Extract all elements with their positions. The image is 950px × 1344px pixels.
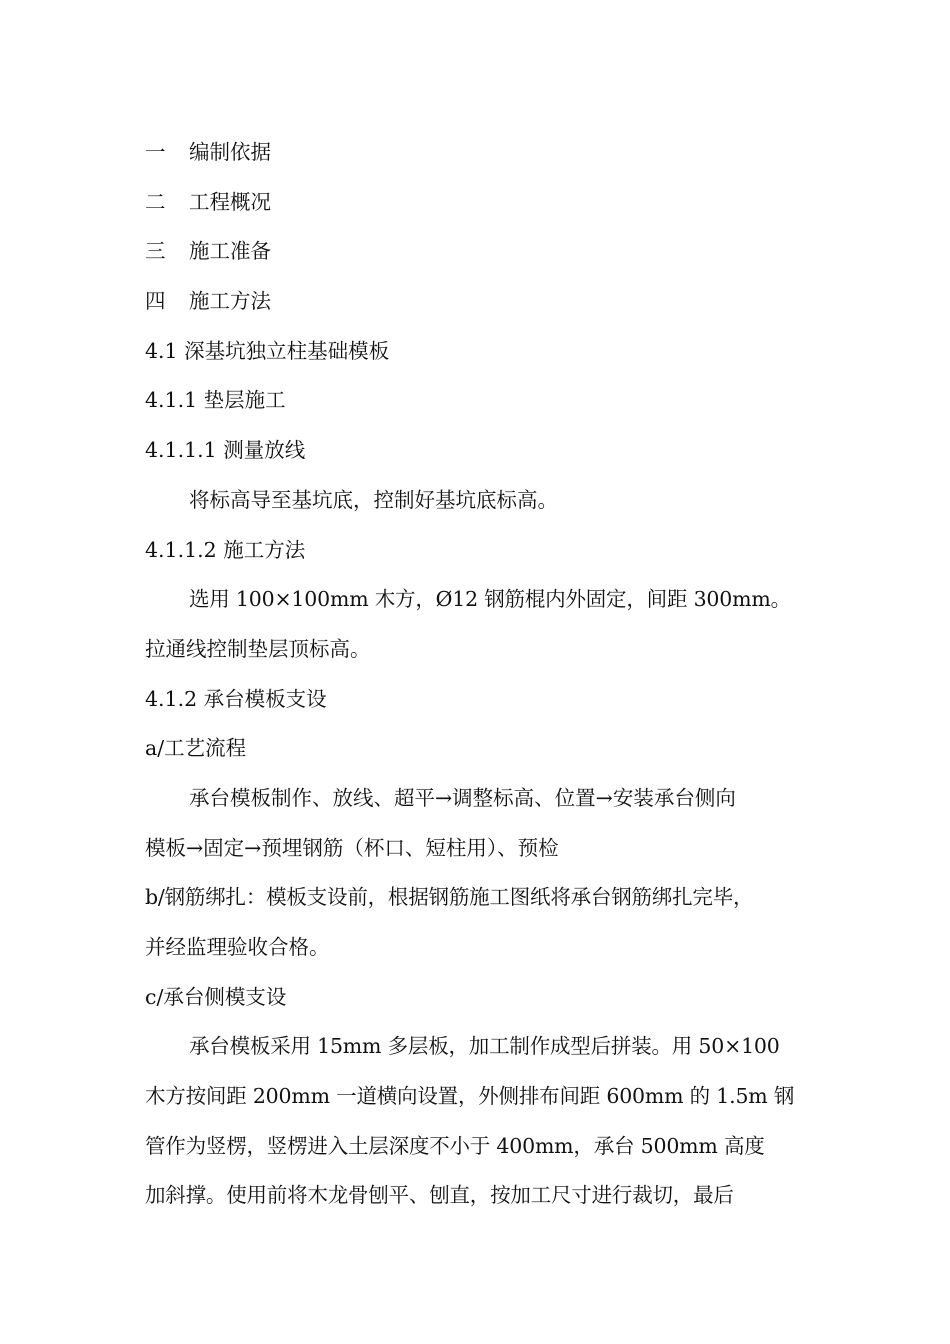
paragraph-line: 将标高导至基坑底，控制好基坑底标高。 xyxy=(189,487,558,512)
toc-item-1 xyxy=(145,128,825,178)
section-heading: 4.1 深基坑独立柱基础模板 xyxy=(145,338,390,363)
toc-text: 施工准备 xyxy=(189,239,271,264)
item-heading: c/承台侧模支设 xyxy=(145,984,287,1009)
toc-marker: 三 xyxy=(145,239,166,264)
toc-text: 施工方法 xyxy=(189,289,271,314)
paragraph-line: 模板→固定→预埋钢筋（杯口、短柱用）、预检 xyxy=(145,835,559,860)
subsubsection-heading: 4.1.1.2 施工方法 xyxy=(145,537,306,562)
paragraph-line: 木方按间距 200mm 一道横向设置，外侧排布间距 600mm 的 1.5m 钢 xyxy=(145,1084,795,1109)
paragraph-line: b/钢筋绑扎：模板支设前，根据钢筋施工图纸将承台钢筋绑扎完毕， xyxy=(145,885,754,910)
toc-text: 工程概况 xyxy=(189,189,271,214)
paragraph-line: 管作为竖楞，竖楞进入土层深度不小于 400mm，承台 500mm 高度 xyxy=(145,1133,765,1158)
paragraph-line: 承台模板制作、放线、超平→调整标高、位置→安装承台侧向 xyxy=(189,785,736,810)
paragraph-line: 加斜撑。使用前将木龙骨刨平、刨直，按加工尺寸进行裁切，最后 xyxy=(145,1183,734,1208)
paragraph-line: 拉通线控制垫层顶标高。 xyxy=(145,636,371,661)
subsubsection-heading: 4.1.1.1 测量放线 xyxy=(145,438,306,463)
toc-item-4 xyxy=(145,277,825,327)
subsection-heading: 4.1.1 垫层施工 xyxy=(145,388,286,413)
subsection-heading: 4.1.2 承台模板支设 xyxy=(145,686,327,711)
toc-marker: 一 xyxy=(145,140,166,164)
paragraph-line: 并经监理验收合格。 xyxy=(145,935,330,959)
paragraph-line: 选用 100×100mm 木方，Ø12 钢筋棍内外固定，间距 300mm。 xyxy=(189,587,791,612)
document-page xyxy=(145,128,825,1221)
toc-marker: 四 xyxy=(145,289,166,314)
toc-marker: 二 xyxy=(145,189,166,214)
item-heading: a/工艺流程 xyxy=(145,736,247,761)
toc-item-3 xyxy=(145,227,825,277)
paragraph-line: 承台模板采用 15mm 多层板，加工制作成型后拼装。用 50×100 xyxy=(189,1034,780,1059)
toc-text: 编制依据 xyxy=(189,140,271,164)
toc-item-2 xyxy=(145,178,825,228)
